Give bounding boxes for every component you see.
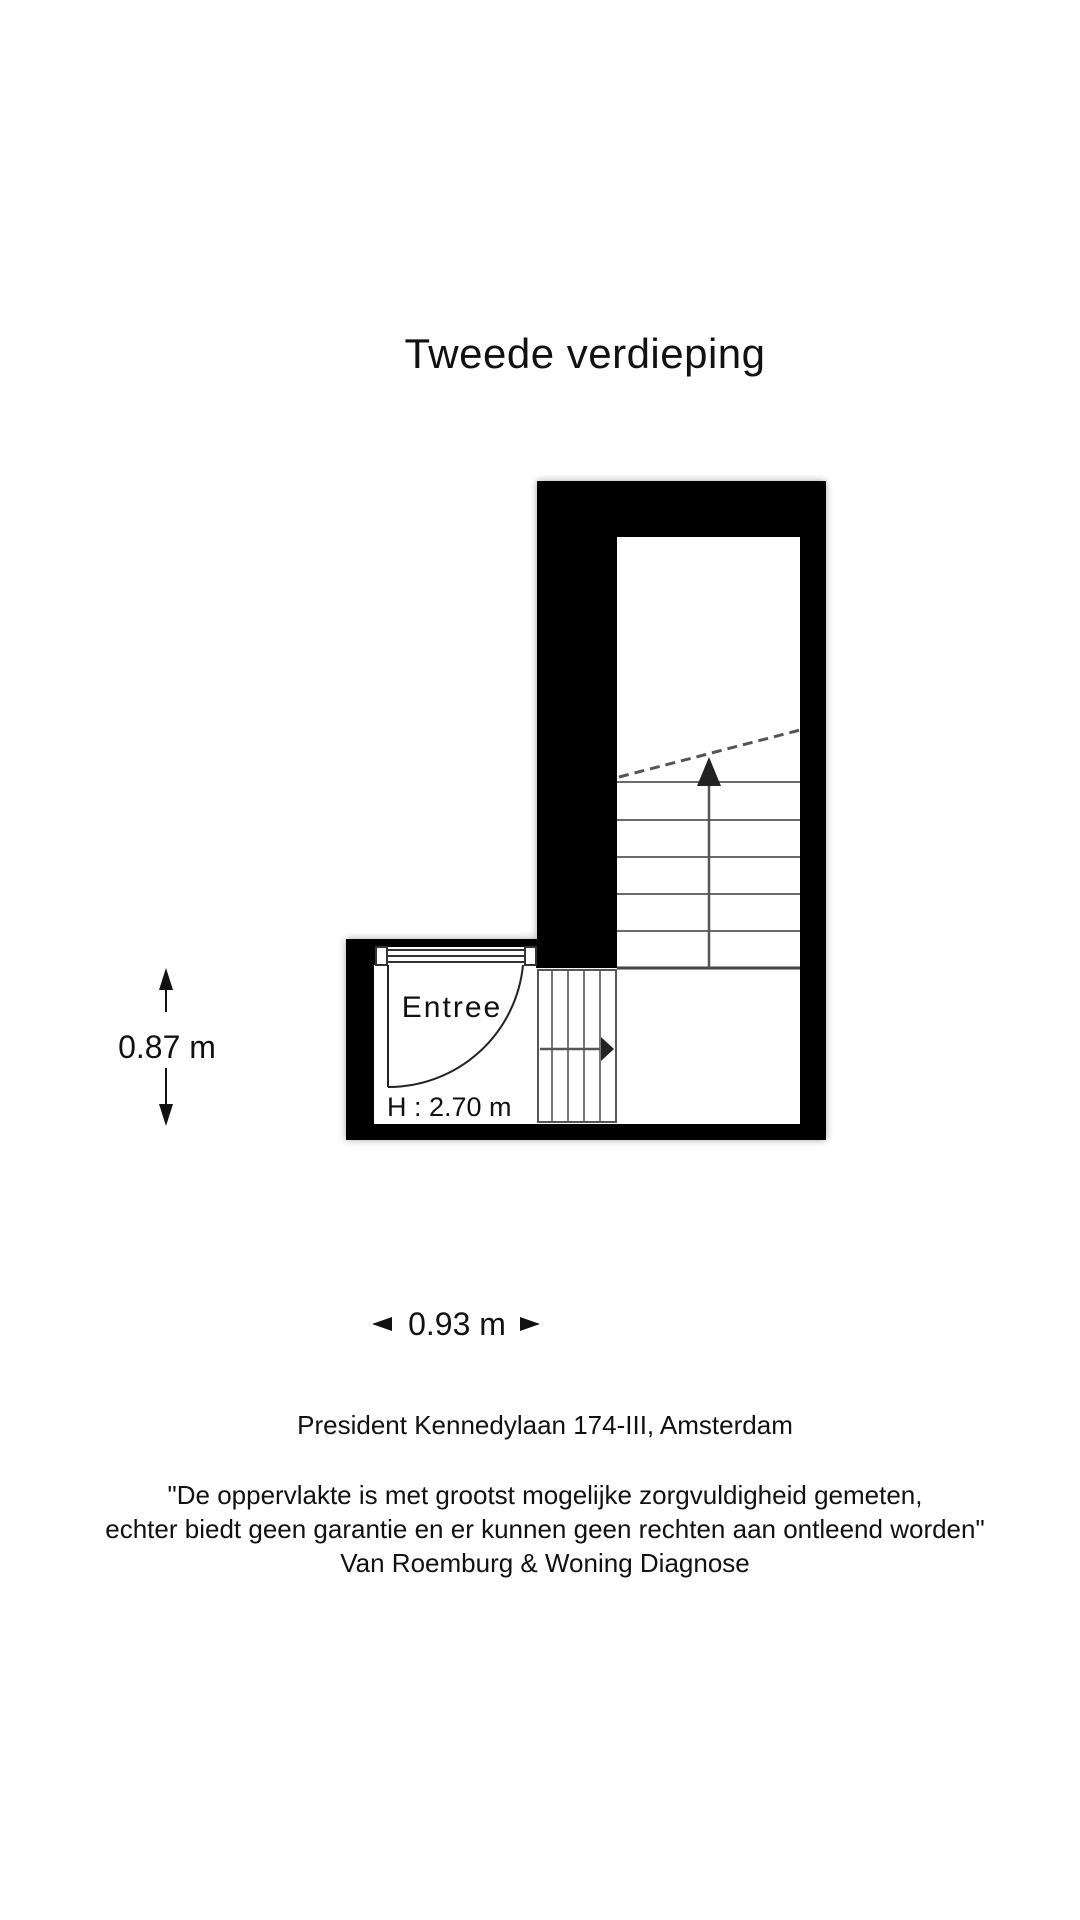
arrow-up-icon [159,968,173,990]
door-jamb [525,947,536,965]
door-jamb [376,947,387,965]
arrow-right-icon [520,1317,540,1331]
vertical-dimension [118,968,216,1126]
horizontal-dimension-label: 0.93 m [408,1306,506,1342]
disclaimer-line: echter biedt geen garantie en er kunnen geen rechten aan ontleend worden" [105,1514,985,1544]
vertical-dimension-label: 0.87 m [118,1029,216,1065]
arrow-left-icon [372,1317,392,1331]
arrow-down-icon [159,1104,173,1126]
disclaimer [0,1478,1080,1580]
room-label-entree: Entree [401,991,503,1024]
disclaimer-line: "De oppervlakte is met grootst mogelijke zorgvuldigheid gemeten, [167,1480,923,1510]
address: President Kennedylaan 174-III, Amsterdam [297,1410,793,1440]
disclaimer-credit: Van Roemburg & Woning Diagnose [340,1548,750,1578]
ceiling-height-label: H : 2.70 m [387,1092,512,1122]
horizontal-dimension [372,1306,540,1342]
floor-title: Tweede verdieping [404,330,766,377]
